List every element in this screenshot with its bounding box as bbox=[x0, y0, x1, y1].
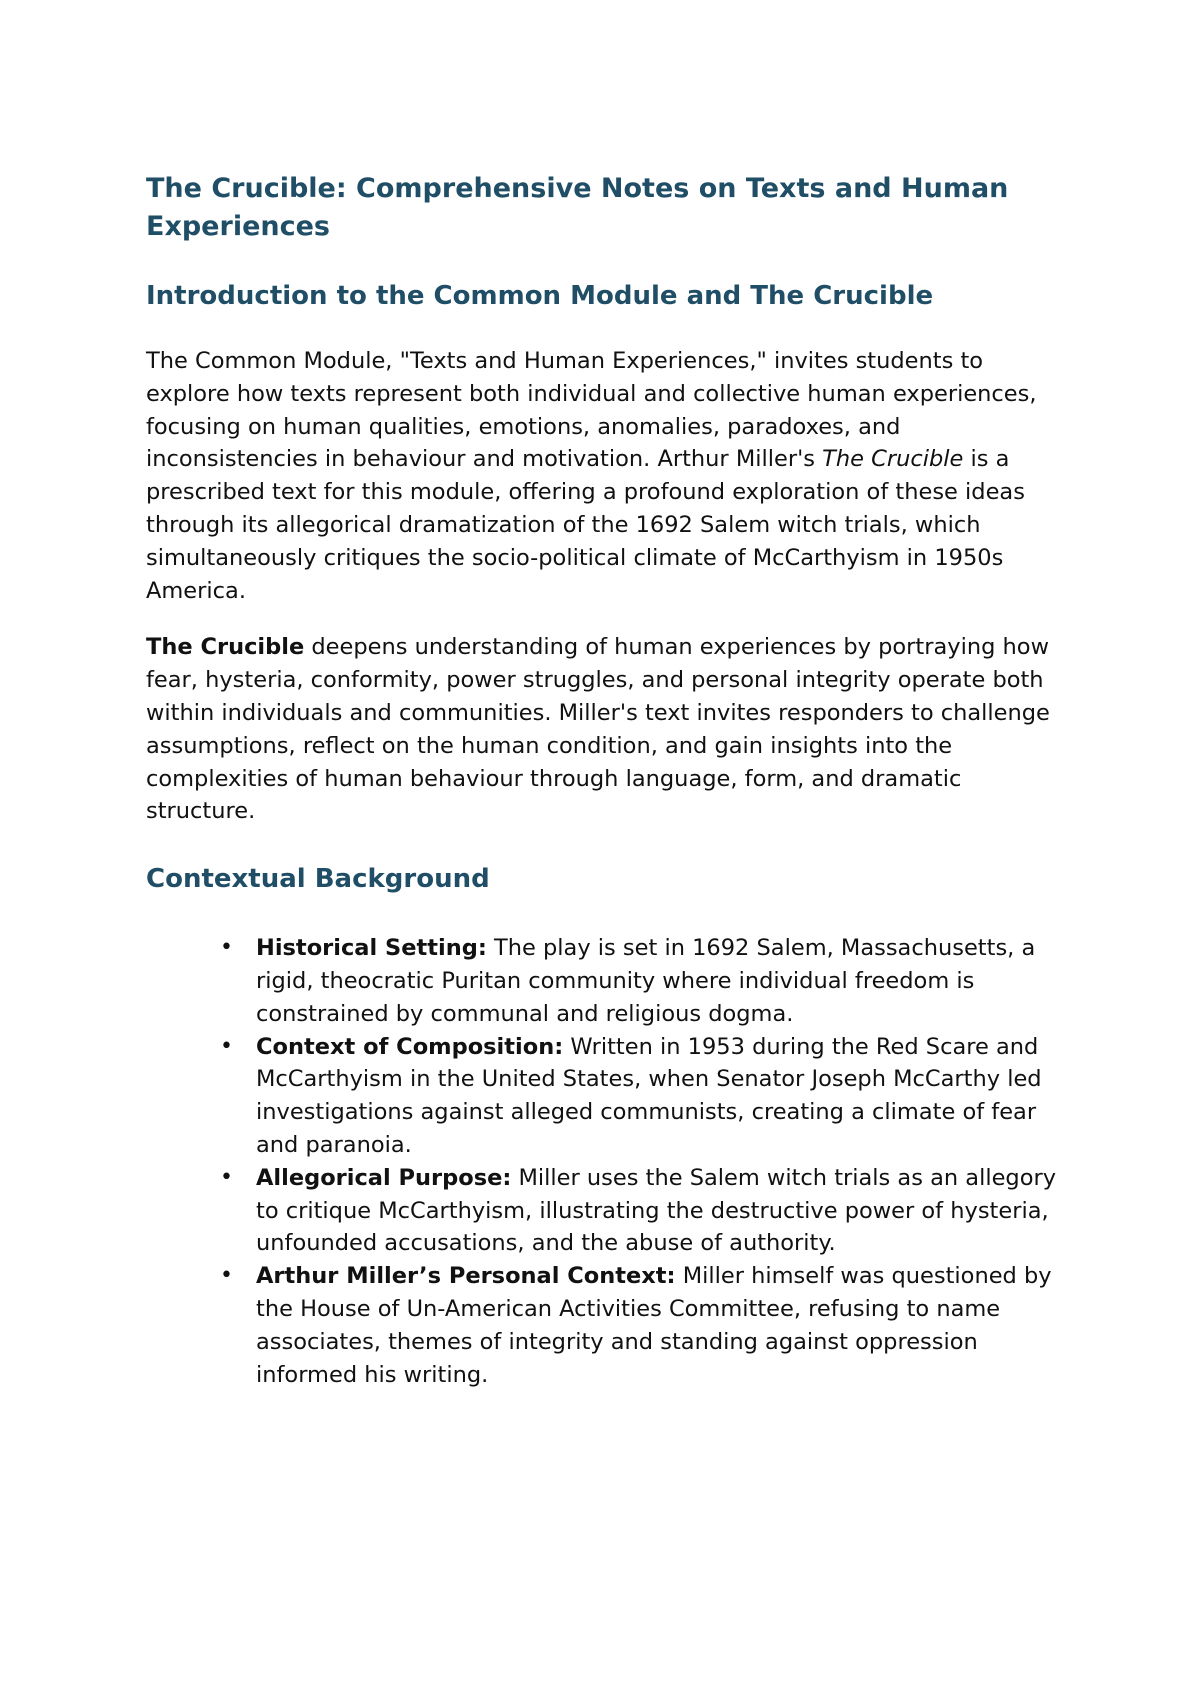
play-title-bold: The Crucible bbox=[146, 634, 305, 661]
list-item-label: Context of Composition: bbox=[256, 1033, 564, 1060]
document-page bbox=[146, 170, 1066, 1391]
list-item-allegorical-purpose bbox=[220, 1162, 1066, 1260]
crucible-paragraph-text: deepens understanding of human experiences by portraying how fear, hysteria, conformity, power struggles, and personal integrity operate both within individuals and communities. Miller's text invites responders to challenge assumptions, reflect on the human condition, and gain insights into the complexities of human behaviour through language, form, and dramatic structure. bbox=[146, 634, 1050, 825]
list-item-text: Miller himself was questioned by the House of Un-American Activities Committee, refusing to name associates, themes of integrity and standing against oppression informed his writing. bbox=[256, 1263, 1052, 1388]
list-item-label: Allegorical Purpose: bbox=[256, 1164, 512, 1191]
bullet-icon: • bbox=[220, 1033, 233, 1059]
intro-paragraph bbox=[146, 345, 1066, 607]
list-item-text: Written in 1953 during the Red Scare and McCarthyism in the United States, when Senator Joseph McCarthy led investigations against alleged communists, creating a climate of fear and paranoia. bbox=[256, 1033, 1042, 1158]
bullet-icon: • bbox=[220, 1263, 233, 1289]
crucible-paragraph bbox=[146, 631, 1066, 828]
intro-paragraph-text-start: The Common Module, "Texts and Human Experiences," invites students to explore how texts represent both individual and collective human experiences, focusing on human qualities, emotions, anomalies, paradoxes, and inconsistencies in behaviour and motivation. Arthur Miller's bbox=[146, 348, 1037, 473]
list-item-context-of-composition bbox=[220, 1031, 1066, 1162]
intro-section-heading: Introduction to the Common Module and The Crucible bbox=[146, 281, 934, 311]
intro-paragraph-text-end: is a prescribed text for this module, offering a profound exploration of these ideas through its allegorical dramatization of the 1692 Salem witch trials, which simultaneously critiques the socio-political climate of McCarthyism in 1950s America. bbox=[146, 446, 1025, 604]
list-item-label: Arthur Miller’s Personal Context: bbox=[256, 1263, 676, 1290]
bullet-icon: • bbox=[220, 1164, 233, 1190]
play-title-italic: The Crucible bbox=[822, 446, 964, 473]
list-item-historical-setting bbox=[220, 932, 1066, 1030]
list-item-text: The play is set in 1692 Salem, Massachusetts, a rigid, theocratic Puritan community where individual freedom is constrained by communal and religious dogma. bbox=[256, 935, 1036, 1027]
bullet-icon: • bbox=[220, 935, 233, 961]
context-section-heading: Contextual Background bbox=[146, 864, 490, 895]
list-item-text: Miller uses the Salem witch trials as an allegory to critique McCarthyism, illustrating the destructive power of hysteria, unfounded accusations, and the abuse of authority. bbox=[256, 1164, 1057, 1257]
list-item-personal-context bbox=[220, 1260, 1066, 1391]
list-item-label: Historical Setting: bbox=[256, 935, 487, 962]
context-bullet-list bbox=[146, 932, 1066, 1391]
document-title: The Crucible: Comprehensive Notes on Texts and Human Experiences bbox=[146, 173, 1009, 242]
